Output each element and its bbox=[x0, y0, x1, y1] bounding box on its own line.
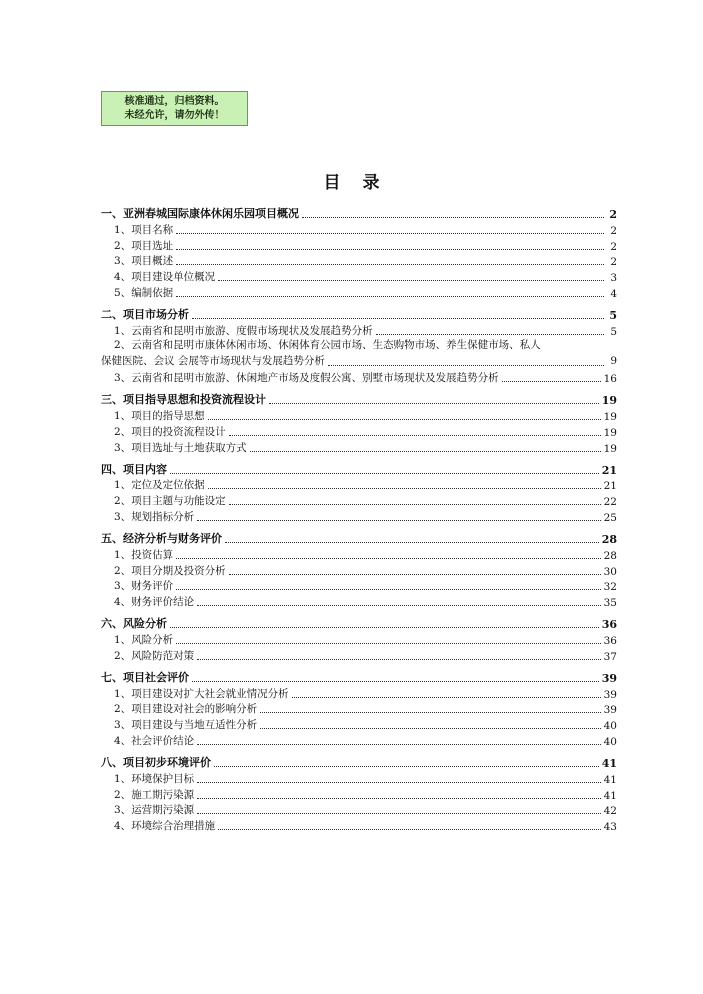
toc-section-heading[interactable] bbox=[101, 667, 617, 685]
toc-entry[interactable] bbox=[114, 685, 617, 701]
toc-entry[interactable] bbox=[114, 407, 617, 423]
entry-number: 3、 bbox=[114, 255, 132, 268]
toc-entry[interactable] bbox=[114, 786, 617, 802]
entry-title: 编制依据 bbox=[131, 286, 174, 299]
toc-entry[interactable] bbox=[114, 508, 617, 524]
entry-page-number: 39 bbox=[603, 688, 617, 701]
entry-title: 项目选址与土地获取方式 bbox=[131, 441, 247, 454]
entry-title: 项目选址 bbox=[131, 239, 174, 252]
entry-number: 2、 bbox=[114, 788, 132, 801]
entry-page-number: 32 bbox=[603, 581, 617, 594]
entry-number: 5、 bbox=[114, 286, 132, 299]
dot-leader bbox=[225, 542, 599, 543]
toc-subitems bbox=[114, 477, 617, 524]
entry-number: 2、 bbox=[114, 495, 132, 508]
entry-title: 运营期污染源 bbox=[131, 804, 195, 817]
entry-page-number: 22 bbox=[603, 496, 617, 509]
toc-section bbox=[101, 667, 617, 748]
dot-leader bbox=[197, 605, 600, 606]
entry-number: 4、 bbox=[114, 820, 132, 833]
dot-leader bbox=[260, 712, 600, 713]
toc-entry[interactable] bbox=[114, 593, 617, 609]
entry-page-number: 42 bbox=[603, 805, 617, 818]
entry-page-number: 30 bbox=[603, 565, 617, 578]
toc-section bbox=[101, 304, 617, 385]
entry-page-number: 2 bbox=[610, 224, 617, 237]
entry-page-number: 21 bbox=[603, 480, 617, 493]
entry-title: 项目建设对社会的影响分析 bbox=[131, 703, 258, 716]
section-title: 亚洲春城国际康体休闲乐园项目概况 bbox=[123, 207, 299, 220]
entry-title: 项目的指导思想 bbox=[131, 409, 205, 422]
entry-number: 4、 bbox=[114, 734, 132, 747]
toc-entry[interactable] bbox=[114, 770, 617, 786]
toc-entry[interactable] bbox=[114, 322, 617, 338]
entry-number: 3、 bbox=[114, 580, 132, 593]
dot-leader bbox=[502, 381, 601, 382]
entry-page-number: 9 bbox=[610, 354, 617, 367]
toc-section-heading[interactable] bbox=[101, 459, 617, 477]
dot-leader bbox=[197, 744, 600, 745]
entry-title: 社会评价结论 bbox=[131, 734, 195, 747]
section-number: 四、 bbox=[101, 462, 123, 476]
section-number: 五、 bbox=[101, 531, 123, 545]
section-number: 一、 bbox=[101, 207, 123, 220]
section-number: 八、 bbox=[101, 755, 123, 769]
dot-leader bbox=[214, 766, 599, 767]
dot-leader bbox=[176, 643, 600, 644]
entry-number: 1、 bbox=[114, 223, 132, 236]
dot-leader bbox=[208, 419, 601, 420]
entry-number: 3、 bbox=[114, 372, 132, 385]
toc-entry[interactable] bbox=[114, 477, 617, 493]
toc-subitems bbox=[114, 631, 617, 663]
toc-entry[interactable] bbox=[114, 369, 617, 385]
toc-entry[interactable] bbox=[114, 701, 617, 717]
entry-title: 云南省和昆明市旅游、度假市场现状及发展趋势分析 bbox=[131, 324, 373, 337]
toc-entry[interactable] bbox=[101, 338, 617, 370]
section-title: 项目市场分析 bbox=[123, 307, 189, 321]
toc-section bbox=[101, 459, 617, 524]
entry-page-number: 19 bbox=[603, 426, 617, 439]
toc-entry[interactable] bbox=[114, 817, 617, 833]
dot-leader bbox=[197, 782, 600, 783]
dot-leader bbox=[229, 504, 601, 505]
entry-number: 1、 bbox=[114, 548, 132, 561]
toc-section bbox=[101, 203, 617, 300]
toc-entry[interactable] bbox=[114, 631, 617, 647]
entry-title: 施工期污染源 bbox=[131, 788, 195, 801]
entry-title: 风险防范对策 bbox=[131, 649, 195, 662]
entry-number: 1、 bbox=[114, 687, 132, 700]
toc-entry[interactable] bbox=[114, 647, 617, 663]
entry-number: 1、 bbox=[114, 324, 132, 337]
toc-entry[interactable] bbox=[114, 423, 617, 439]
dot-leader bbox=[292, 697, 601, 698]
entry-title: 项目主题与功能设定 bbox=[131, 495, 226, 508]
dot-leader bbox=[192, 681, 599, 682]
entry-number: 2、 bbox=[114, 703, 132, 716]
toc-section bbox=[101, 752, 617, 833]
section-page-number: 2 bbox=[609, 208, 617, 221]
dot-leader bbox=[208, 488, 601, 489]
entry-page-number: 36 bbox=[603, 634, 617, 647]
entry-number: 2、 bbox=[114, 649, 132, 662]
toc-section-heading[interactable] bbox=[101, 203, 617, 221]
entry-title: 环境综合治理措施 bbox=[131, 820, 216, 833]
section-title: 项目初步环境评价 bbox=[123, 755, 211, 769]
toc-entry[interactable] bbox=[114, 578, 617, 594]
entry-page-number: 41 bbox=[603, 773, 617, 786]
entry-number: 1、 bbox=[114, 409, 132, 422]
entry-page-number: 43 bbox=[603, 821, 617, 834]
entry-number: 4、 bbox=[114, 271, 132, 284]
entry-title: 项目建设与当地互适性分析 bbox=[131, 719, 258, 732]
section-page-number: 21 bbox=[601, 463, 617, 477]
dot-leader bbox=[376, 334, 604, 335]
dot-leader bbox=[328, 365, 604, 366]
dot-leader bbox=[176, 558, 600, 559]
entry-page-number: 2 bbox=[610, 256, 617, 269]
section-page-number: 5 bbox=[609, 308, 617, 322]
toc-entry[interactable] bbox=[114, 253, 617, 269]
entry-number: 2、 bbox=[114, 564, 132, 577]
entry-number: 1、 bbox=[114, 479, 132, 492]
entry-title: 项目的投资流程设计 bbox=[131, 425, 226, 438]
entry-title: 项目概述 bbox=[131, 255, 174, 268]
entry-page-number: 35 bbox=[603, 597, 617, 610]
toc-section-heading[interactable] bbox=[101, 389, 617, 407]
dot-leader bbox=[229, 574, 601, 575]
toc-entry[interactable] bbox=[114, 562, 617, 578]
section-title: 风险分析 bbox=[123, 617, 167, 631]
entry-title: 财务评价 bbox=[131, 580, 174, 593]
confidential-stamp bbox=[101, 91, 248, 126]
dot-leader bbox=[302, 217, 604, 218]
toc-entry[interactable] bbox=[114, 802, 617, 818]
dot-leader bbox=[170, 473, 599, 474]
dot-leader bbox=[218, 829, 600, 830]
toc-section-heading[interactable] bbox=[101, 304, 617, 322]
entry-number: 3、 bbox=[114, 804, 132, 817]
entry-page-number: 39 bbox=[603, 704, 617, 717]
toc-entry[interactable] bbox=[114, 716, 617, 732]
dot-leader bbox=[197, 520, 600, 521]
entry-page-number: 37 bbox=[603, 650, 617, 663]
entry-title: 云南省和昆明市康体休闲市场、休闲体育公园市场、生态购物市场、养生保健市场、私人 bbox=[131, 338, 541, 351]
section-title: 项目社会评价 bbox=[123, 670, 189, 684]
entry-number: 4、 bbox=[114, 596, 132, 609]
entry-page-number: 16 bbox=[603, 373, 617, 386]
toc-entry[interactable] bbox=[114, 439, 617, 455]
entry-number: 2、 bbox=[114, 425, 132, 438]
section-number: 二、 bbox=[101, 307, 123, 321]
stamp-line-1: 核准通过，归档资料。 bbox=[124, 96, 225, 107]
dot-leader bbox=[192, 318, 604, 319]
entry-title: 项目分期及投资分析 bbox=[131, 564, 226, 577]
toc-entry-line-2 bbox=[101, 354, 617, 370]
entry-page-number: 3 bbox=[610, 272, 617, 285]
stamp-line-2: 未经允许，请勿外传！ bbox=[124, 110, 225, 121]
entry-title: 定位及定位依据 bbox=[131, 479, 205, 492]
toc-entry[interactable] bbox=[114, 268, 617, 284]
dot-leader bbox=[250, 451, 601, 452]
toc-section bbox=[101, 389, 617, 454]
dot-leader bbox=[197, 659, 600, 660]
toc-subitems bbox=[114, 546, 617, 609]
section-number: 六、 bbox=[101, 617, 123, 631]
entry-number: 2、 bbox=[114, 239, 132, 252]
section-page-number: 39 bbox=[601, 671, 617, 685]
dot-leader bbox=[269, 403, 599, 404]
dot-leader bbox=[197, 798, 600, 799]
entry-number: 2、 bbox=[114, 338, 132, 351]
section-title: 项目指导思想和投资流程设计 bbox=[123, 393, 266, 407]
section-page-number: 36 bbox=[601, 618, 617, 632]
entry-title: 风险分析 bbox=[131, 633, 174, 646]
entry-page-number: 19 bbox=[603, 442, 617, 455]
entry-title: 项目名称 bbox=[131, 223, 174, 236]
section-number: 三、 bbox=[101, 393, 123, 407]
dot-leader bbox=[176, 249, 604, 250]
section-page-number: 28 bbox=[601, 532, 617, 546]
section-title: 项目内容 bbox=[123, 462, 167, 476]
entry-number: 1、 bbox=[114, 633, 132, 646]
entry-title: 环境保护目标 bbox=[131, 772, 195, 785]
toc-section-heading[interactable] bbox=[101, 752, 617, 770]
entry-page-number: 5 bbox=[610, 325, 617, 338]
toc-entry-line-1 bbox=[114, 338, 617, 354]
entry-page-number: 2 bbox=[610, 240, 617, 253]
toc-entry[interactable] bbox=[114, 546, 617, 562]
entry-page-number: 19 bbox=[603, 410, 617, 423]
table-of-contents bbox=[101, 203, 617, 837]
entry-number: 1、 bbox=[114, 772, 132, 785]
entry-title: 财务评价结论 bbox=[131, 596, 195, 609]
dot-leader bbox=[170, 627, 599, 628]
entry-page-number: 40 bbox=[603, 735, 617, 748]
toc-entry[interactable] bbox=[114, 237, 617, 253]
entry-page-number: 28 bbox=[603, 549, 617, 562]
toc-entry[interactable] bbox=[114, 284, 617, 300]
toc-section-heading[interactable] bbox=[101, 528, 617, 546]
toc-title: 目录 bbox=[323, 173, 402, 193]
toc-entry[interactable] bbox=[114, 492, 617, 508]
entry-number: 3、 bbox=[114, 441, 132, 454]
toc-entry[interactable] bbox=[114, 732, 617, 748]
toc-section-heading[interactable] bbox=[101, 613, 617, 631]
entry-title: 规划指标分析 bbox=[131, 510, 195, 523]
entry-page-number: 41 bbox=[603, 789, 617, 802]
section-page-number: 41 bbox=[601, 756, 617, 770]
toc-section bbox=[101, 528, 617, 609]
section-title: 经济分析与财务评价 bbox=[123, 531, 222, 545]
dot-leader bbox=[176, 264, 604, 265]
dot-leader bbox=[176, 296, 604, 297]
dot-leader bbox=[176, 233, 604, 234]
toc-subitems bbox=[114, 407, 617, 454]
entry-page-number: 4 bbox=[610, 287, 617, 300]
toc-subitems bbox=[114, 685, 617, 748]
entry-title: 项目建设单位概况 bbox=[131, 271, 216, 284]
dot-leader bbox=[260, 728, 600, 729]
entry-page-number: 40 bbox=[603, 720, 617, 733]
entry-title: 云南省和昆明市旅游、休闲地产市场及度假公寓、别墅市场现状及发展趋势分析 bbox=[131, 372, 499, 385]
entry-title: 投资估算 bbox=[131, 548, 174, 561]
toc-subitems bbox=[101, 322, 617, 386]
entry-title: 项目建设对扩大社会就业情况分析 bbox=[131, 687, 289, 700]
section-number: 七、 bbox=[101, 670, 123, 684]
toc-entry[interactable] bbox=[114, 221, 617, 237]
toc-subitems bbox=[114, 770, 617, 833]
entry-title-continued: 保健医院、会议 会展等市场现状与发展趋势分析 bbox=[101, 354, 325, 367]
toc-subitems bbox=[114, 221, 617, 300]
toc-section bbox=[101, 613, 617, 663]
dot-leader bbox=[197, 813, 600, 814]
entry-page-number: 25 bbox=[603, 511, 617, 524]
dot-leader bbox=[218, 280, 604, 281]
entry-number: 3、 bbox=[114, 719, 132, 732]
entry-number: 3、 bbox=[114, 510, 132, 523]
dot-leader bbox=[229, 435, 601, 436]
dot-leader bbox=[176, 589, 600, 590]
section-page-number: 19 bbox=[601, 394, 617, 408]
